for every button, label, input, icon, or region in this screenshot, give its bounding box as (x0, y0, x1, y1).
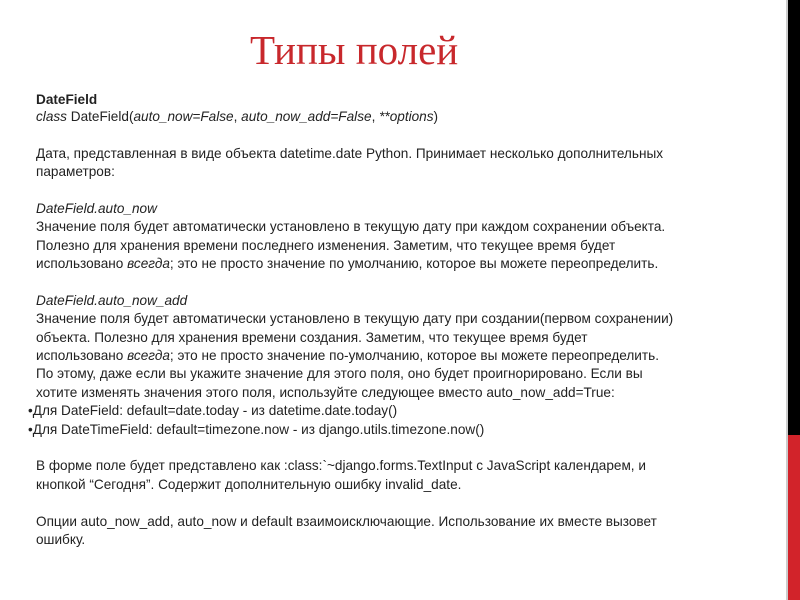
auto-now-name-text: DateField.auto_now (36, 200, 157, 216)
sig-p3: **options (379, 109, 434, 124)
auto-now-line: Значение поля будет автоматически установлено в текущую дату при каждом сохранении объекта. (36, 219, 666, 235)
slide-title: Типы полей (250, 27, 459, 73)
side-bar-red (788, 435, 800, 600)
emphasis: всегда (127, 256, 170, 272)
auto-now-add-line: объекта. Полезно для хранения времени создания. Заметим, что текущее время будет (36, 329, 588, 345)
auto-now-add-line (36, 347, 673, 365)
auto-now-add-line: хотите изменять значения этого поля, используйте следующее вместо auto_now_add=True: (36, 384, 615, 400)
intro-line: Дата, представленная в виде объекта datetime.date Python. Принимает несколько дополнительных (36, 145, 664, 161)
class-signature (36, 108, 673, 126)
side-bar-dark (788, 0, 800, 435)
options-line: Опции auto_now_add, auto_now и default взаимоисключающие. Использование их вместе вызовет (36, 513, 657, 529)
slide-body (28, 92, 674, 549)
auto-now-add-name (36, 292, 673, 310)
sig-name: DateField( (66, 109, 134, 124)
auto-now-add-line: По этому, даже если вы укажите значение для этого поля, оно будет проигнорировано. Если вы (36, 366, 643, 382)
heading-text: DateField (36, 92, 98, 107)
sig-sep2: , (371, 109, 380, 124)
sig-p1: auto_now=False (133, 109, 234, 124)
text: ; это не просто значение по-умолчанию, которое вы можете переопределить. (169, 348, 659, 364)
bullet-item: •Для DateTimeField: default=timezone.now - из django.utils.timezone.now() (28, 421, 485, 437)
auto-now-line (36, 255, 673, 273)
options-line: ошибку. (36, 531, 86, 547)
auto-now-add-name-text: DateField.auto_now_add (36, 292, 188, 308)
form-line: В форме поле будет представлено как :class:`~django.forms.TextInput с JavaScript календарем, и (36, 458, 646, 474)
auto-now-name (36, 200, 673, 218)
intro-line: параметров: (36, 164, 115, 180)
sig-sep1: , (233, 109, 242, 124)
emphasis: всегда (127, 348, 170, 364)
text: использовано (36, 348, 128, 364)
text: использовано (36, 256, 128, 272)
sig-kw: class (36, 109, 67, 124)
auto-now-add-line: Значение поля будет автоматически установлено в текущую дату при создании(первом сохранении) (36, 311, 674, 327)
auto-now-line: Полезно для хранения времени последнего изменения. Заметим, что текущее время будет (36, 237, 616, 253)
sig-p2: auto_now_add=False (241, 109, 372, 124)
field-heading (36, 92, 673, 108)
text: ; это не просто значение по умолчанию, которое вы можете переопределить. (169, 256, 659, 272)
form-line: кнопкой “Сегодня”. Содержит дополнительную ошибку invalid_date. (36, 476, 462, 492)
bullet-item: •Для DateField: default=date.today - из datetime.date.today() (28, 403, 398, 419)
sig-end: ) (433, 109, 439, 124)
